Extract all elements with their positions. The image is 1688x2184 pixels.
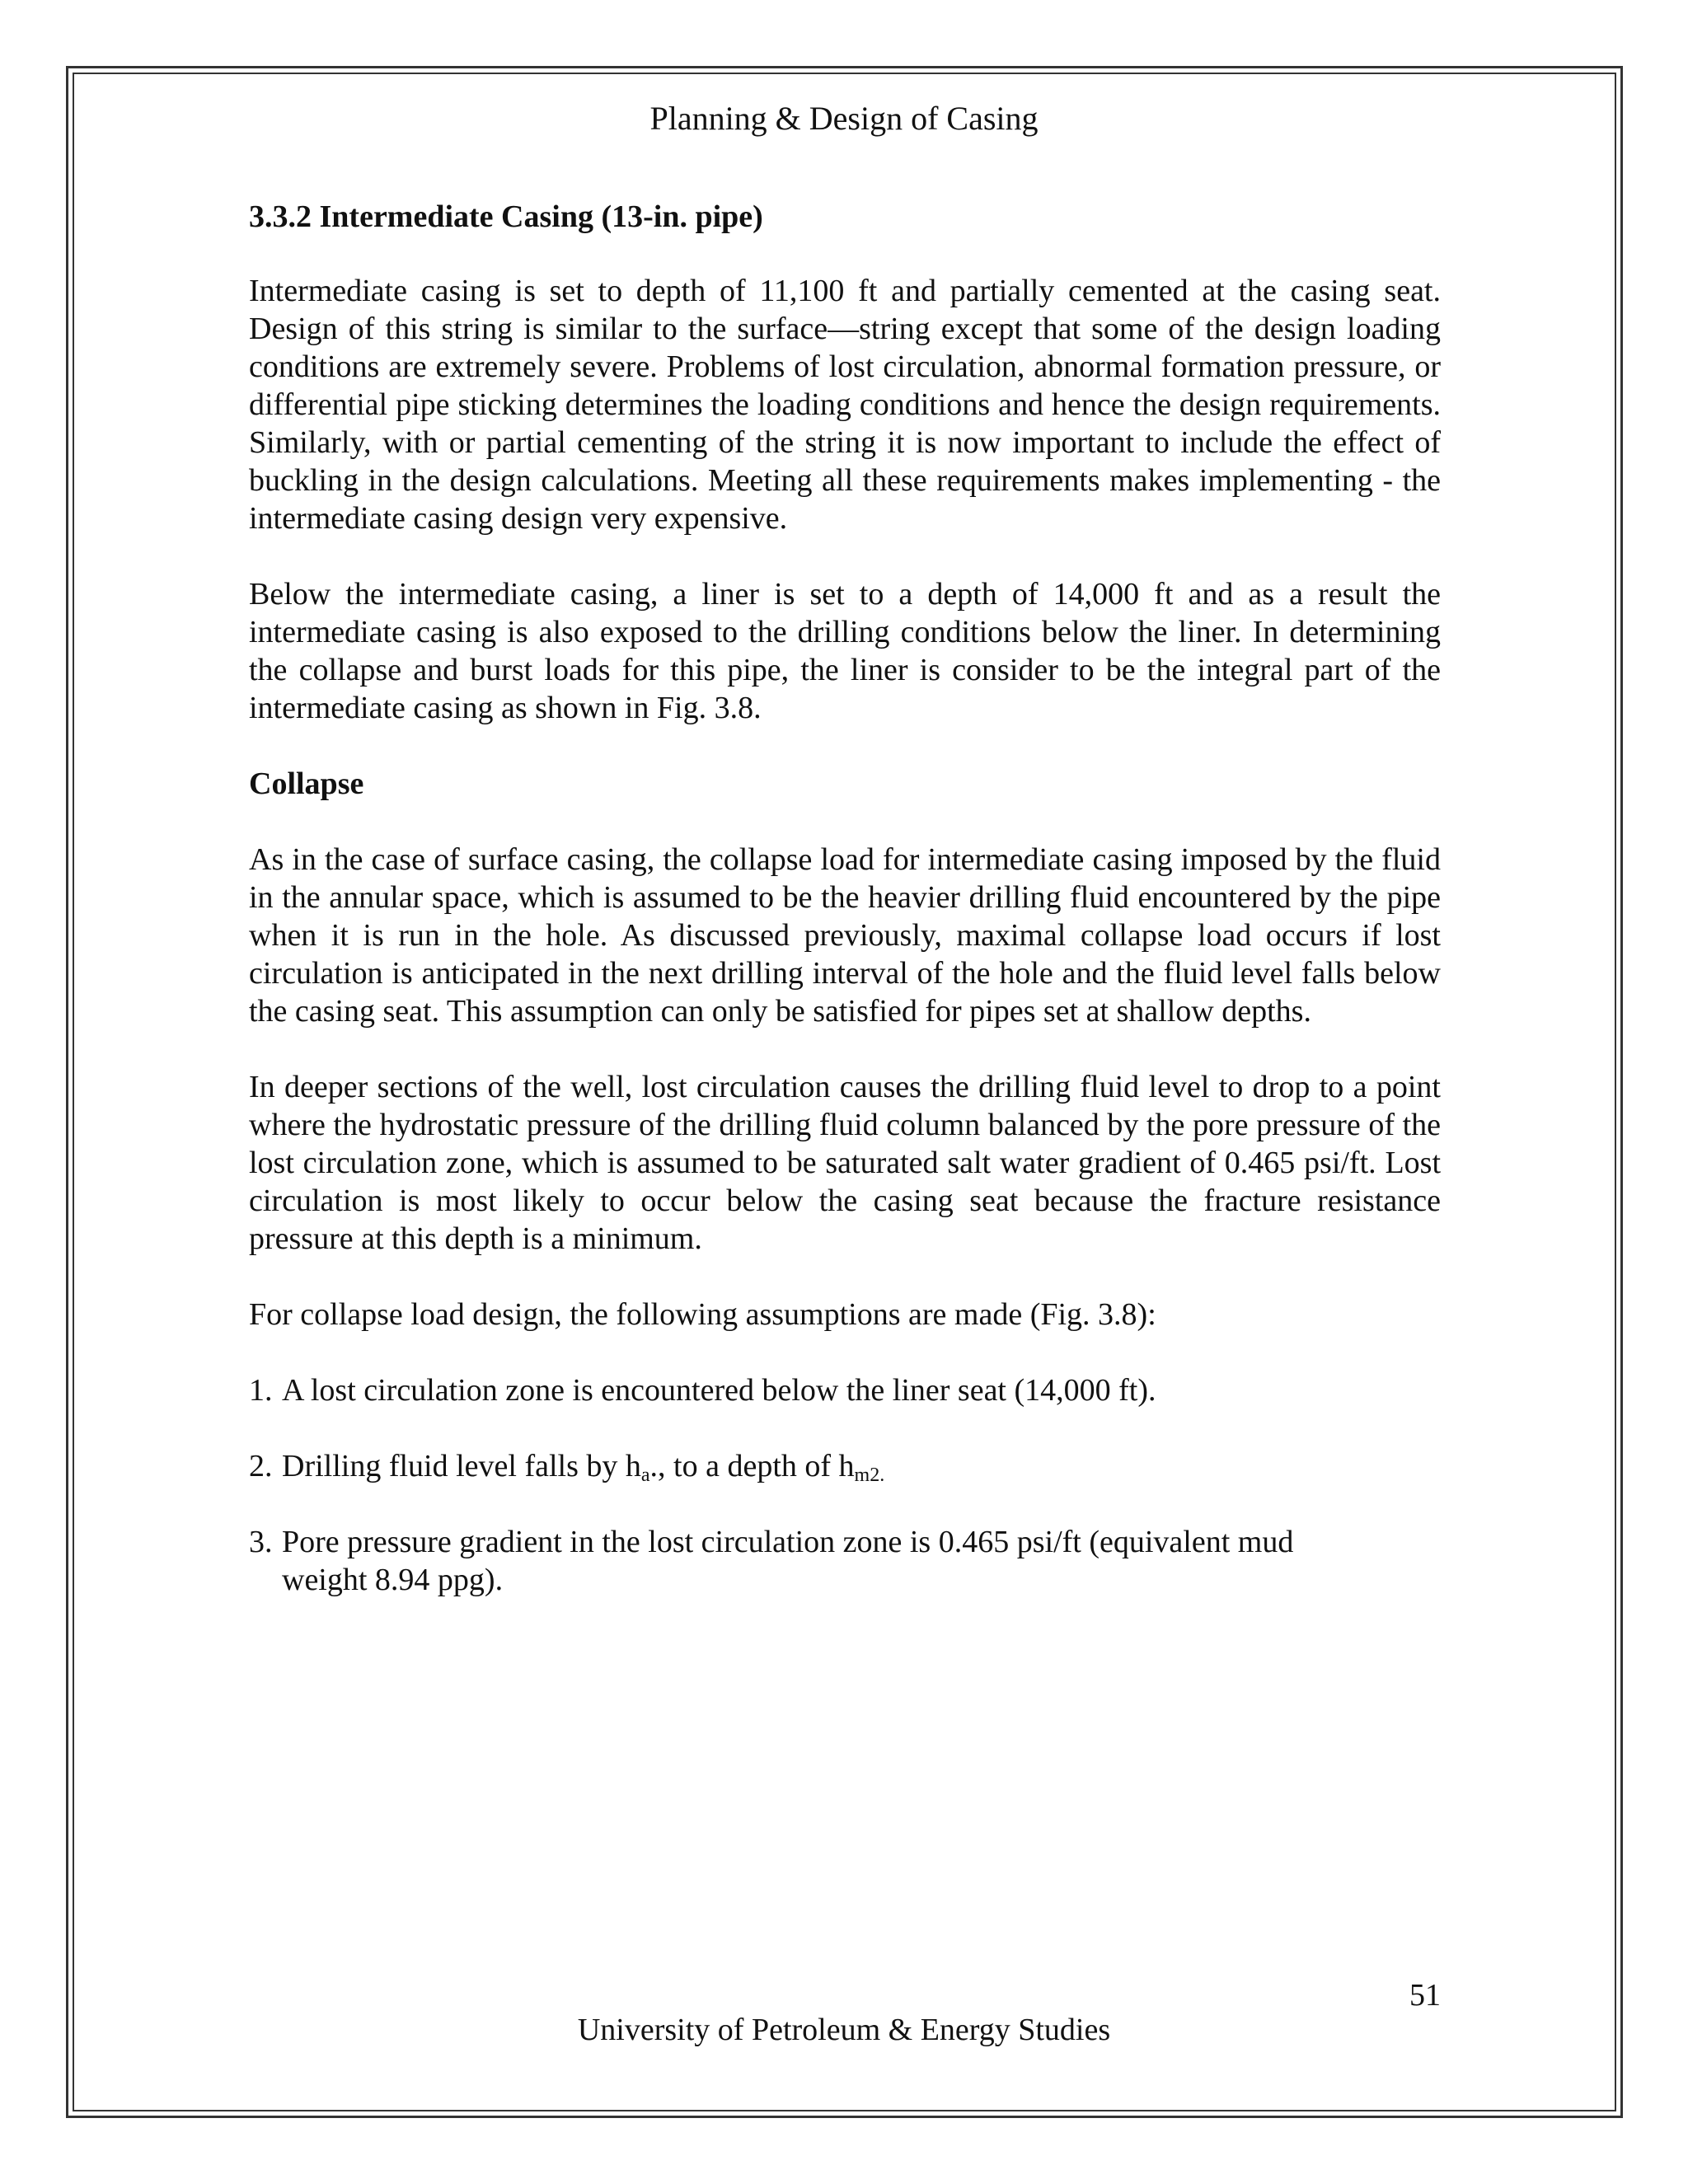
list-item <box>249 1523 1441 1599</box>
subscript: m2. <box>854 1465 885 1486</box>
list-text: A lost circulation zone is encountered below the liner seat (14,000 ft). <box>282 1373 1156 1408</box>
subsection-heading-collapse: Collapse <box>249 766 364 801</box>
list-text-part: ., to a depth of h <box>649 1449 855 1483</box>
page-number: 51 <box>1409 1978 1441 2013</box>
list-intro: For collapse load design, the following assumptions are made (Fig. 3.8): <box>249 1297 1156 1332</box>
list-item <box>249 1447 1441 1485</box>
section-heading: 3.3.2 Intermediate Casing (13-in. pipe) <box>249 199 763 234</box>
list-number: 1. <box>249 1373 273 1408</box>
subscript: a <box>640 1465 650 1486</box>
list-item <box>249 1371 1441 1409</box>
running-footer: University of Petroleum & Energy Studies <box>577 2013 1111 2047</box>
body-paragraph: As in the case of surface casing, the collapse load for intermediate casing imposed by the fluid in the annular space, which is assumed to be the heavier drilling fluid encountered by the pipe when it is run in the hole. As discussed previously, maximal collapse load occurs if lost circulation is anticipated in the next drilling interval of the hole and the fluid level falls below the casing seat. This assumption can only be satisfied for pipes set at shallow depths. <box>249 842 1441 1029</box>
body-paragraph: Below the intermediate casing, a liner is set to a depth of 14,000 ft and as a result the intermediate casing is also exposed to the drilling conditions below the liner. In determining the collapse and burst loads for this pipe, the liner is consider to be the integral part of the intermediate casing as shown in Fig. 3.8. <box>249 577 1441 725</box>
list-text: Pore pressure gradient in the lost circulation zone is 0.465 psi/ft (equivalent mud weight 8.94 ppg). <box>282 1525 1294 1597</box>
list-number: 3. <box>249 1525 273 1559</box>
body-paragraph: Intermediate casing is set to depth of 11,100 ft and partially cemented at the casing seat. Design of this string is similar to the surface—string except that some of the design loading conditions are extremely severe. Problems of lost circulation, abnormal formation pressure, or differential pipe sticking determines the loading conditions and hence the design requirements. Similarly, with or partial cementing of the string it is now important to include the effect of buckling in the design calculations. Meeting all these requirements makes implementing - the intermediate casing design very expensive. <box>249 274 1441 536</box>
page-content <box>249 198 1441 1637</box>
list-text <box>282 1447 1441 1485</box>
list-number: 2. <box>249 1449 273 1483</box>
list-text-part: Drilling fluid level falls by h <box>282 1449 641 1483</box>
body-paragraph: In deeper sections of the well, lost circulation causes the drilling fluid level to drop to a point where the hydrostatic pressure of the drilling fluid column balanced by the pore pressure of the lost circulation zone, which is assumed to be saturated salt water gradient of 0.465 psi/ft. Lost circulation is most likely to occur below the casing seat because the fracture resistance pressure at this depth is a minimum. <box>249 1070 1441 1256</box>
running-header: Planning & Design of Casing <box>649 100 1039 137</box>
